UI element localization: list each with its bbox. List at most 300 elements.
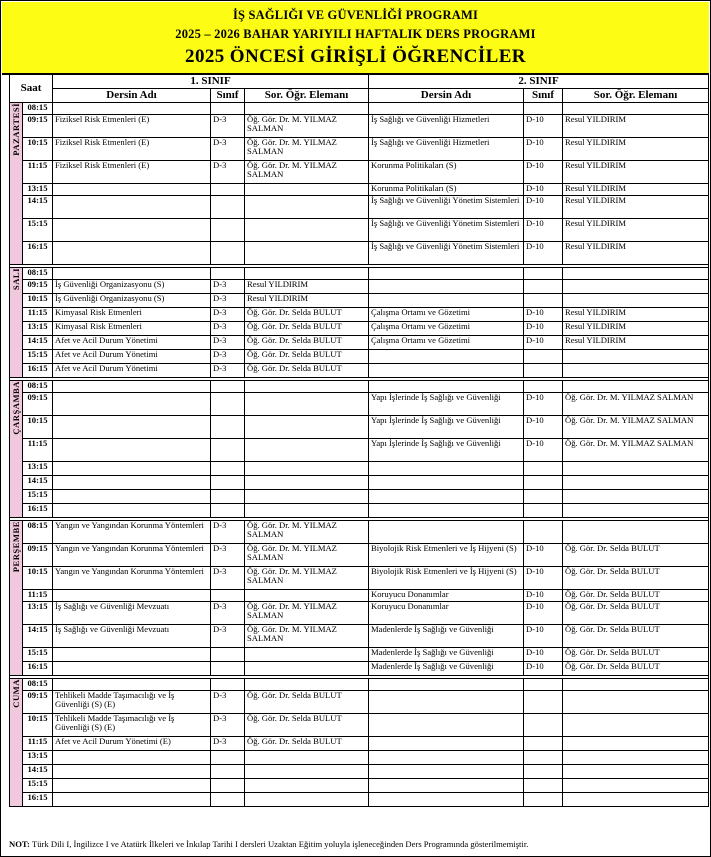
class1-course-cell: Fiziksel Risk Etmenleri (E) bbox=[53, 161, 211, 184]
class1-teacher-cell bbox=[245, 196, 369, 219]
class2-room-cell bbox=[524, 779, 563, 793]
term-title: 2025 – 2026 BAHAR YARIYILI HAFTALIK DERS PROGRAMI bbox=[175, 27, 536, 41]
class1-teacher-cell: Öğ. Gör. Dr. M. YILMAZ SALMAN bbox=[245, 138, 369, 161]
time-cell: 15:15 bbox=[23, 350, 53, 364]
class1-course-cell: Tehlikeli Madde Taşımacılığı ve İş Güvenliği (S) (E) bbox=[53, 714, 211, 737]
table-row bbox=[10, 765, 709, 779]
class2-teacher-cell: Resul YILDIRIM bbox=[563, 138, 709, 161]
table-row bbox=[10, 544, 709, 567]
class2-course-cell: Çalışma Ortamı ve Gözetimi bbox=[369, 322, 524, 336]
class1-course-cell bbox=[53, 648, 211, 662]
class2-teacher-cell bbox=[563, 714, 709, 737]
class2-room-cell: D-10 bbox=[524, 196, 563, 219]
class1-course-cell bbox=[53, 268, 211, 280]
table-row bbox=[10, 625, 709, 648]
class1-course-cell bbox=[53, 793, 211, 807]
class2-course-cell bbox=[369, 504, 524, 518]
class1-teacher-cell bbox=[245, 751, 369, 765]
table-row bbox=[10, 602, 709, 625]
class1-header: 1. SINIF bbox=[53, 75, 369, 89]
class2-room-cell: D-10 bbox=[524, 416, 563, 439]
class2-teacher-cell bbox=[563, 504, 709, 518]
class2-teacher-cell: Resul YILDIRIM bbox=[563, 161, 709, 184]
class1-course-cell bbox=[53, 393, 211, 416]
class1-course-cell: Afet ve Acil Durum Yönetimi bbox=[53, 336, 211, 350]
class2-course-header: Dersin Adı bbox=[369, 89, 524, 103]
table-row bbox=[10, 714, 709, 737]
class2-room-cell bbox=[524, 679, 563, 691]
time-cell: 15:15 bbox=[23, 219, 53, 242]
time-cell: 15:15 bbox=[23, 648, 53, 662]
class1-course-cell: Yangın ve Yangından Korunma Yöntemleri bbox=[53, 567, 211, 590]
table-row bbox=[10, 219, 709, 242]
class1-room-cell bbox=[211, 504, 245, 518]
class2-teacher-cell: Öğ. Gör. Dr. Selda BULUT bbox=[563, 602, 709, 625]
class2-room-cell bbox=[524, 350, 563, 364]
class2-room-cell: D-10 bbox=[524, 662, 563, 676]
table-row bbox=[10, 567, 709, 590]
class2-room-cell: D-10 bbox=[524, 567, 563, 590]
class2-course-cell: Koruyucu Donanımlar bbox=[369, 590, 524, 602]
table-row bbox=[10, 751, 709, 765]
class2-course-cell: Korunma Politikaları (S) bbox=[369, 161, 524, 184]
class2-course-cell: Madenlerde İş Sağlığı ve Güvenliği bbox=[369, 648, 524, 662]
class2-teacher-cell bbox=[563, 751, 709, 765]
class1-teacher-cell: Öğ. Gör. Dr. M. YILMAZ SALMAN bbox=[245, 521, 369, 544]
class2-course-cell bbox=[369, 364, 524, 378]
class2-room-cell: D-10 bbox=[524, 161, 563, 184]
class2-room-cell bbox=[524, 103, 563, 115]
class2-room-cell: D-10 bbox=[524, 242, 563, 265]
table-row bbox=[10, 476, 709, 490]
class2-room-cell: D-10 bbox=[524, 439, 563, 462]
class1-course-cell bbox=[53, 219, 211, 242]
table-row bbox=[10, 691, 709, 714]
class1-teacher-cell bbox=[245, 219, 369, 242]
class2-teacher-cell bbox=[563, 381, 709, 393]
class2-teacher-cell: Resul YILDIRIM bbox=[563, 219, 709, 242]
class2-room-cell bbox=[524, 691, 563, 714]
time-cell: 16:15 bbox=[23, 242, 53, 265]
class2-teacher-cell: Resul YILDIRIM bbox=[563, 196, 709, 219]
time-cell: 16:15 bbox=[23, 504, 53, 518]
class2-room-cell: D-10 bbox=[524, 590, 563, 602]
class1-teacher-cell bbox=[245, 504, 369, 518]
class2-teacher-cell bbox=[563, 350, 709, 364]
class1-teacher-cell bbox=[245, 490, 369, 504]
program-title: İŞ SAĞLIĞI VE GÜVENLİĞİ PROGRAMI bbox=[232, 8, 479, 22]
class1-course-header: Dersin Adı bbox=[53, 89, 211, 103]
time-cell: 10:15 bbox=[23, 714, 53, 737]
class2-teacher-cell: Resul YILDIRIM bbox=[563, 184, 709, 196]
class1-course-cell bbox=[53, 439, 211, 462]
class1-teacher-cell: Öğ. Gör. Dr. Selda BULUT bbox=[245, 714, 369, 737]
class2-teacher-cell bbox=[563, 103, 709, 115]
class1-room-cell bbox=[211, 648, 245, 662]
class1-course-cell: Tehlikeli Madde Taşımacılığı ve İş Güvenliği (S) (E) bbox=[53, 691, 211, 714]
class1-course-cell: Afet ve Acil Durum Yönetimi bbox=[53, 364, 211, 378]
table-row bbox=[10, 161, 709, 184]
class2-room-cell: D-10 bbox=[524, 544, 563, 567]
class1-teacher-cell bbox=[245, 268, 369, 280]
time-cell: 08:15 bbox=[23, 268, 53, 280]
class1-room-cell bbox=[211, 679, 245, 691]
day-label bbox=[10, 679, 23, 807]
class2-teacher-cell: Öğ. Gör. Dr. Selda BULUT bbox=[563, 590, 709, 602]
class1-teacher-cell bbox=[245, 779, 369, 793]
class2-room-cell bbox=[524, 462, 563, 476]
time-cell: 08:15 bbox=[23, 381, 53, 393]
class1-room-cell: D-3 bbox=[211, 625, 245, 648]
time-cell: 15:15 bbox=[23, 490, 53, 504]
class1-teacher-cell: Resul YILDIRIM bbox=[245, 294, 369, 308]
class1-course-cell bbox=[53, 490, 211, 504]
class1-teacher-cell: Öğ. Gör. Dr. Selda BULUT bbox=[245, 364, 369, 378]
class1-room-cell bbox=[211, 765, 245, 779]
class1-teacher-cell: Öğ. Gör. Dr. Selda BULUT bbox=[245, 336, 369, 350]
table-row bbox=[10, 350, 709, 364]
class2-course-cell bbox=[369, 103, 524, 115]
class2-teacher-cell: Öğ. Gör. Dr. M. YILMAZ SALMAN bbox=[563, 439, 709, 462]
class1-teacher-cell bbox=[245, 439, 369, 462]
class1-teacher-cell: Öğ. Gör. Dr. M. YILMAZ SALMAN bbox=[245, 567, 369, 590]
class1-course-cell bbox=[53, 679, 211, 691]
class1-course-cell: Yangın ve Yangından Korunma Yöntemleri bbox=[53, 544, 211, 567]
class1-teacher-cell: Öğ. Gör. Dr. Selda BULUT bbox=[245, 308, 369, 322]
class2-course-cell: Çalışma Ortamı ve Gözetimi bbox=[369, 308, 524, 322]
class2-teacher-cell: Resul YILDIRIM bbox=[563, 308, 709, 322]
table-row bbox=[10, 242, 709, 265]
time-cell: 09:15 bbox=[23, 393, 53, 416]
class2-teacher-cell bbox=[563, 294, 709, 308]
class1-teacher-cell bbox=[245, 476, 369, 490]
class1-teacher-cell: Resul YILDIRIM bbox=[245, 280, 369, 294]
class2-course-cell bbox=[369, 521, 524, 544]
class2-course-cell bbox=[369, 268, 524, 280]
class2-course-cell bbox=[369, 751, 524, 765]
class1-room-cell: D-3 bbox=[211, 115, 245, 138]
class2-room-cell bbox=[524, 793, 563, 807]
class1-course-cell bbox=[53, 184, 211, 196]
class2-room-cell: D-10 bbox=[524, 625, 563, 648]
table-row bbox=[10, 308, 709, 322]
class2-teacher-cell: Resul YILDIRIM bbox=[563, 115, 709, 138]
class1-room-cell bbox=[211, 184, 245, 196]
table-row bbox=[10, 662, 709, 676]
time-cell: 16:15 bbox=[23, 662, 53, 676]
time-cell: 13:15 bbox=[23, 322, 53, 336]
table-row bbox=[10, 779, 709, 793]
class1-room-cell: D-3 bbox=[211, 336, 245, 350]
class2-teacher-cell bbox=[563, 737, 709, 751]
table-row bbox=[10, 184, 709, 196]
schedule-table bbox=[9, 74, 709, 807]
class1-room-cell: D-3 bbox=[211, 322, 245, 336]
class1-room-header: Sınıf bbox=[211, 89, 245, 103]
title-banner bbox=[2, 2, 709, 75]
class2-course-cell: İş Sağlığı ve Güvenliği Yönetim Sistemleri bbox=[369, 219, 524, 242]
class2-teacher-cell: Öğ. Gör. Dr. Selda BULUT bbox=[563, 662, 709, 676]
class2-course-cell: Yapı İşlerinde İş Sağlığı ve Güvenliği bbox=[369, 416, 524, 439]
day-label bbox=[10, 521, 23, 676]
class1-course-cell bbox=[53, 103, 211, 115]
class2-course-cell: İş Sağlığı ve Güvenliği Hizmetleri bbox=[369, 115, 524, 138]
time-cell: 13:15 bbox=[23, 751, 53, 765]
class1-room-cell bbox=[211, 490, 245, 504]
time-cell: 14:15 bbox=[23, 196, 53, 219]
class1-course-cell: Kimyasal Risk Etmenleri bbox=[53, 322, 211, 336]
time-cell: 11:15 bbox=[23, 737, 53, 751]
table-row bbox=[10, 280, 709, 294]
table-row bbox=[10, 336, 709, 350]
class1-course-cell bbox=[53, 662, 211, 676]
time-cell: 14:15 bbox=[23, 765, 53, 779]
class1-course-cell bbox=[53, 751, 211, 765]
class2-teacher-cell: Resul YILDIRIM bbox=[563, 322, 709, 336]
class2-course-cell: Biyolojik Risk Etmenleri ve İş Hijyeni (S) bbox=[369, 567, 524, 590]
class2-teacher-cell bbox=[563, 476, 709, 490]
table-row bbox=[10, 416, 709, 439]
class1-room-cell: D-3 bbox=[211, 714, 245, 737]
class1-teacher-cell: Öğ. Gör. Dr. M. YILMAZ SALMAN bbox=[245, 161, 369, 184]
class2-teacher-cell bbox=[563, 364, 709, 378]
class1-room-cell: D-3 bbox=[211, 308, 245, 322]
class2-course-cell: İş Sağlığı ve Güvenliği Yönetim Sistemleri bbox=[369, 196, 524, 219]
class2-room-cell bbox=[524, 280, 563, 294]
day-name: CUMA bbox=[11, 679, 21, 708]
time-cell: 14:15 bbox=[23, 625, 53, 648]
class1-teacher-cell bbox=[245, 648, 369, 662]
class1-room-cell: D-3 bbox=[211, 280, 245, 294]
time-cell: 11:15 bbox=[23, 161, 53, 184]
class2-room-cell: D-10 bbox=[524, 322, 563, 336]
table-row bbox=[10, 103, 709, 115]
class1-course-cell bbox=[53, 242, 211, 265]
time-cell: 11:15 bbox=[23, 439, 53, 462]
table-row bbox=[10, 393, 709, 416]
class2-room-cell: D-10 bbox=[524, 602, 563, 625]
day-label bbox=[10, 381, 23, 518]
class2-teacher-cell bbox=[563, 280, 709, 294]
class2-course-cell: İş Sağlığı ve Güvenliği Hizmetleri bbox=[369, 138, 524, 161]
class1-teacher-header: Sor. Öğr. Elemanı bbox=[245, 89, 369, 103]
class2-teacher-cell: Öğ. Gör. Dr. Selda BULUT bbox=[563, 567, 709, 590]
class1-course-cell bbox=[53, 381, 211, 393]
table-row bbox=[10, 490, 709, 504]
class2-teacher-cell: Resul YILDIRIM bbox=[563, 336, 709, 350]
class1-course-cell bbox=[53, 462, 211, 476]
time-cell: 09:15 bbox=[23, 691, 53, 714]
class1-course-cell: Afet ve Acil Durum Yönetimi bbox=[53, 350, 211, 364]
class2-teacher-cell bbox=[563, 268, 709, 280]
class2-course-cell: İş Sağlığı ve Güvenliği Yönetim Sistemleri bbox=[369, 242, 524, 265]
class2-teacher-cell bbox=[563, 793, 709, 807]
class1-teacher-cell bbox=[245, 765, 369, 779]
class1-teacher-cell: Öğ. Gör. Dr. M. YILMAZ SALMAN bbox=[245, 602, 369, 625]
class1-room-cell bbox=[211, 393, 245, 416]
class2-teacher-cell bbox=[563, 462, 709, 476]
class1-teacher-cell bbox=[245, 103, 369, 115]
class1-room-cell: D-3 bbox=[211, 737, 245, 751]
class1-course-cell bbox=[53, 476, 211, 490]
class1-room-cell: D-3 bbox=[211, 567, 245, 590]
day-name: PERŞEMBE bbox=[11, 521, 21, 573]
time-cell: 10:15 bbox=[23, 138, 53, 161]
class2-room-cell: D-10 bbox=[524, 115, 563, 138]
class2-room-cell: D-10 bbox=[524, 393, 563, 416]
class2-room-cell bbox=[524, 364, 563, 378]
class2-course-cell bbox=[369, 381, 524, 393]
class2-teacher-cell: Öğ. Gör. Dr. M. YILMAZ SALMAN bbox=[563, 416, 709, 439]
class2-course-cell bbox=[369, 793, 524, 807]
table-row bbox=[10, 138, 709, 161]
time-cell: 14:15 bbox=[23, 476, 53, 490]
time-cell: 16:15 bbox=[23, 793, 53, 807]
table-row bbox=[10, 115, 709, 138]
class1-room-cell: D-3 bbox=[211, 138, 245, 161]
time-cell: 13:15 bbox=[23, 602, 53, 625]
table-row bbox=[10, 679, 709, 691]
class1-room-cell: D-3 bbox=[211, 521, 245, 544]
class2-room-cell bbox=[524, 521, 563, 544]
class1-course-cell: Afet ve Acil Durum Yönetimi (E) bbox=[53, 737, 211, 751]
class1-teacher-cell bbox=[245, 793, 369, 807]
class1-course-cell: Fiziksel Risk Etmenleri (E) bbox=[53, 138, 211, 161]
class2-room-cell bbox=[524, 714, 563, 737]
time-cell: 13:15 bbox=[23, 462, 53, 476]
class1-room-cell bbox=[211, 196, 245, 219]
class2-room-cell: D-10 bbox=[524, 138, 563, 161]
class2-course-cell bbox=[369, 765, 524, 779]
class1-room-cell bbox=[211, 381, 245, 393]
class1-course-cell bbox=[53, 416, 211, 439]
time-cell: 08:15 bbox=[23, 103, 53, 115]
class2-course-cell bbox=[369, 691, 524, 714]
class2-course-cell bbox=[369, 490, 524, 504]
time-cell: 08:15 bbox=[23, 521, 53, 544]
class1-room-cell bbox=[211, 590, 245, 602]
table-row bbox=[10, 648, 709, 662]
day-label bbox=[10, 103, 23, 265]
class2-course-cell: Koruyucu Donanımlar bbox=[369, 602, 524, 625]
class2-teacher-cell bbox=[563, 691, 709, 714]
class1-teacher-cell: Öğ. Gör. Dr. Selda BULUT bbox=[245, 737, 369, 751]
class2-teacher-cell: Öğ. Gör. Dr. M. YILMAZ SALMAN bbox=[563, 393, 709, 416]
table-row bbox=[10, 196, 709, 219]
day-name: ÇARŞAMBA bbox=[11, 381, 21, 435]
time-cell: 10:15 bbox=[23, 294, 53, 308]
class1-room-cell bbox=[211, 103, 245, 115]
footnote-text: Türk Dili I, İngilizce I ve Atatürk İlkeleri ve İnkılap Tarihi I dersleri Uzaktan Eğitim yoluyla işleneceğinden Ders Programında gösterilmemiştir. bbox=[32, 839, 529, 849]
class2-room-cell bbox=[524, 504, 563, 518]
class1-room-cell bbox=[211, 476, 245, 490]
table-row bbox=[10, 294, 709, 308]
class1-course-cell: İş Güvenliği Organizasyonu (S) bbox=[53, 280, 211, 294]
class1-course-cell: Fiziksel Risk Etmenleri (E) bbox=[53, 115, 211, 138]
class1-teacher-cell bbox=[245, 590, 369, 602]
time-cell: 10:15 bbox=[23, 567, 53, 590]
class2-course-cell: Yapı İşlerinde İş Sağlığı ve Güvenliği bbox=[369, 393, 524, 416]
table-row bbox=[10, 737, 709, 751]
class2-course-cell bbox=[369, 294, 524, 308]
class1-room-cell bbox=[211, 662, 245, 676]
class2-teacher-cell bbox=[563, 521, 709, 544]
class2-room-cell bbox=[524, 476, 563, 490]
class1-room-cell: D-3 bbox=[211, 350, 245, 364]
class2-teacher-cell: Öğ. Gör. Dr. Selda BULUT bbox=[563, 544, 709, 567]
class1-room-cell: D-3 bbox=[211, 602, 245, 625]
class2-room-cell bbox=[524, 381, 563, 393]
class1-course-cell: Yangın ve Yangından Korunma Yöntemleri bbox=[53, 521, 211, 544]
class1-course-cell bbox=[53, 765, 211, 779]
class2-room-cell bbox=[524, 294, 563, 308]
class1-teacher-cell: Öğ. Gör. Dr. M. YILMAZ SALMAN bbox=[245, 115, 369, 138]
time-cell: 15:15 bbox=[23, 779, 53, 793]
table-row bbox=[10, 439, 709, 462]
time-cell: 10:15 bbox=[23, 416, 53, 439]
class1-course-cell: İş Sağlığı ve Güvenliği Mevzuatı bbox=[53, 625, 211, 648]
class2-room-cell bbox=[524, 737, 563, 751]
class1-room-cell bbox=[211, 242, 245, 265]
class2-course-cell bbox=[369, 476, 524, 490]
class2-room-cell: D-10 bbox=[524, 336, 563, 350]
class1-room-cell: D-3 bbox=[211, 161, 245, 184]
day-name: SALI bbox=[11, 268, 21, 291]
class2-course-cell bbox=[369, 714, 524, 737]
table-row bbox=[10, 364, 709, 378]
class1-course-cell bbox=[53, 590, 211, 602]
class2-room-cell bbox=[524, 490, 563, 504]
class1-teacher-cell bbox=[245, 184, 369, 196]
class2-room-cell: D-10 bbox=[524, 184, 563, 196]
class1-course-cell bbox=[53, 779, 211, 793]
class1-teacher-cell: Öğ. Gör. Dr. M. YILMAZ SALMAN bbox=[245, 544, 369, 567]
table-row bbox=[10, 504, 709, 518]
time-cell: 09:15 bbox=[23, 115, 53, 138]
class1-teacher-cell: Öğ. Gör. Dr. Selda BULUT bbox=[245, 322, 369, 336]
class2-course-cell bbox=[369, 679, 524, 691]
class1-teacher-cell bbox=[245, 242, 369, 265]
footnote-label: NOT: bbox=[9, 839, 30, 849]
class1-course-cell: İş Sağlığı ve Güvenliği Mevzuatı bbox=[53, 602, 211, 625]
class1-teacher-cell bbox=[245, 679, 369, 691]
class2-teacher-cell bbox=[563, 679, 709, 691]
time-cell: 14:15 bbox=[23, 336, 53, 350]
class2-course-cell: Korunma Politikaları (S) bbox=[369, 184, 524, 196]
class2-course-cell: Yapı İşlerinde İş Sağlığı ve Güvenliği bbox=[369, 439, 524, 462]
class2-course-cell: Madenlerde İş Sağlığı ve Güvenliği bbox=[369, 662, 524, 676]
cohort-title: 2025 ÖNCESİ GİRİŞLİ ÖĞRENCİLER bbox=[185, 46, 526, 67]
class1-course-cell: İş Güvenliği Organizasyonu (S) bbox=[53, 294, 211, 308]
table-row bbox=[10, 322, 709, 336]
class2-course-cell: Biyolojik Risk Etmenleri ve İş Hijyeni (S) bbox=[369, 544, 524, 567]
class1-room-cell bbox=[211, 779, 245, 793]
class2-teacher-cell bbox=[563, 765, 709, 779]
day-label bbox=[10, 268, 23, 378]
class2-course-cell bbox=[369, 779, 524, 793]
class1-course-cell bbox=[53, 196, 211, 219]
class2-course-cell: Çalışma Ortamı ve Gözetimi bbox=[369, 336, 524, 350]
class2-room-cell: D-10 bbox=[524, 308, 563, 322]
class2-teacher-cell bbox=[563, 490, 709, 504]
class2-teacher-cell: Öğ. Gör. Dr. Selda BULUT bbox=[563, 648, 709, 662]
class2-room-cell bbox=[524, 751, 563, 765]
schedule-body bbox=[10, 103, 709, 807]
time-cell: 11:15 bbox=[23, 590, 53, 602]
class1-room-cell bbox=[211, 462, 245, 476]
class2-room-cell: D-10 bbox=[524, 648, 563, 662]
class1-room-cell: D-3 bbox=[211, 364, 245, 378]
